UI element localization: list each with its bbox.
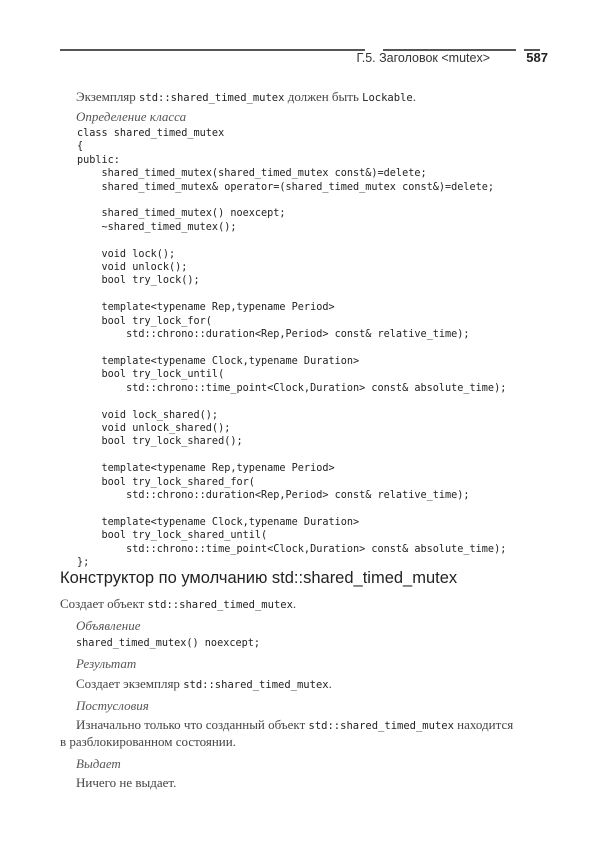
text: . xyxy=(412,89,416,104)
postconditions-text xyxy=(76,717,513,733)
text: находится xyxy=(453,717,514,732)
text: Создает экземпляр xyxy=(76,676,184,691)
section-description xyxy=(60,596,296,612)
inline-code: std::shared_timed_mutex xyxy=(308,720,454,732)
intro-paragraph xyxy=(76,89,416,105)
postconditions-text-line2: в разблокированном состоянии. xyxy=(60,734,236,749)
throws-label: Выдает xyxy=(76,756,121,771)
class-definition-label: Определение класса xyxy=(76,109,187,124)
inline-code: std::shared_timed_mutex xyxy=(183,679,329,691)
inline-code: std::shared_timed_mutex xyxy=(147,599,293,611)
throws-text: Ничего не выдает. xyxy=(76,775,177,790)
running-title: Г.5. Заголовок <mutex> xyxy=(356,51,490,65)
effects-label: Результат xyxy=(76,656,137,671)
text: должен быть xyxy=(284,89,363,104)
text: . xyxy=(328,676,332,691)
header-rule xyxy=(60,49,365,51)
class-definition-code: class shared_timed_mutex { public: shared_timed_mutex(shared_timed_mutex const&)=delete; shared_timed_mutex& operator=(shared_timed_mutex const&)=delete; shared_timed_mutex() noexcept; ~shared_timed_mutex(); void lock(); void unlock(); bool try_lock(); template<typename Rep,typename Period> bool try_lock_for( std::chrono::duration<Rep,Period> const& relative_time); template<typename Clock,typename Duration> bool try_lock_until( std::chrono::time_point<Clock,Duration> const& absolute_time); void lock_shared(); void unlock_shared(); bool try_lock_shared(); template<typename Rep,typename Period> bool try_lock_shared_for( std::chrono::duration<Rep,Period> const& relative_time); template<typename Clock,typename Duration> bool try_lock_shared_until( std::chrono::time_point<Clock,Duration> const& absolute_time); }; xyxy=(77,128,507,568)
text: Экземпляр xyxy=(76,89,140,104)
inline-code: std::shared_timed_mutex xyxy=(139,92,285,104)
page-number: 587 xyxy=(526,50,548,65)
text: Создает объект xyxy=(60,596,148,611)
section-heading: Конструктор по умолчанию std::shared_timed_mutex xyxy=(60,569,458,587)
effects-text xyxy=(76,676,332,692)
text: Изначально только что созданный объект xyxy=(76,717,309,732)
declaration-code: shared_timed_mutex() noexcept; xyxy=(76,638,261,649)
text: . xyxy=(292,596,297,611)
declaration-label: Объявление xyxy=(76,618,141,633)
postconditions-label: Постусловия xyxy=(76,698,149,713)
inline-code: Lockable xyxy=(362,92,413,104)
